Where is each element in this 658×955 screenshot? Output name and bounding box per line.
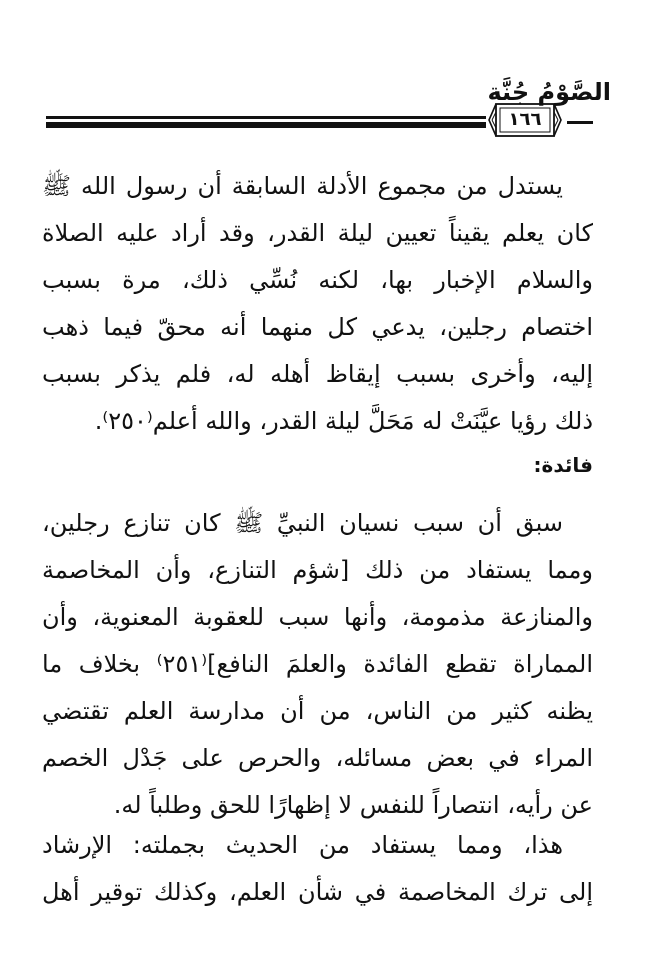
paragraph-1 xyxy=(42,163,593,445)
text-line: والسلام الإخبار بها، لكنه نُسِّي ذلك، مرة بسبب xyxy=(42,266,593,294)
text-line: هذا، ومما يستفاد من الحديث بجملته: الإرشاد xyxy=(42,831,563,859)
text-line: عن رأيه، انتصاراً للنفس لا إظهارًا للحق وطلباً له. xyxy=(113,791,593,819)
page-number-frame xyxy=(488,100,562,140)
text-line: سبق أن سبب نسيان النبيِّ ﷺ كان تنازع رجلين، xyxy=(42,509,563,537)
text-line: يظنه كثير من الناس، من أن مدارسة العلم تقتضي xyxy=(42,697,593,725)
text-line: ذلك رؤيا عيَّنَتْ له مَحَلَّ ليلة القدر، والله أعلم⁽٢٥٠⁾. xyxy=(94,407,593,435)
text-line: كان يعلم يقيناً تعيين ليلة القدر، وقد أراد عليه الصلاة xyxy=(42,219,593,247)
text-line: إلى ترك المخاصمة في شأن العلم، وكذلك توقير أهل xyxy=(42,878,593,906)
text-line: إليه، وأخرى بسبب إيقاظ أهله له، فلم يذكر بسبب xyxy=(42,360,593,388)
paragraph-3 xyxy=(42,822,593,916)
text-line: يستدل من مجموع الأدلة السابقة أن رسول الله ﷺ xyxy=(42,172,563,200)
text-line: المماراة تقطع الفائدة والعلمَ النافع]⁽٢٥١⁾ بخلاف ما xyxy=(42,650,593,678)
page-number: ١٦٦ xyxy=(508,109,542,130)
text-line: المراء في بعض مسائله، والحرص على جَدْل الخصم xyxy=(42,744,593,772)
page-header xyxy=(0,0,658,140)
header-rule-thin xyxy=(46,116,486,119)
text-line: ومما يستفاد من ذلك [شؤم التنازع، وأن المخاصمة xyxy=(42,556,593,584)
header-rule-right xyxy=(567,121,593,124)
section-heading: فائدة: xyxy=(533,453,593,477)
paragraph-2 xyxy=(42,500,593,829)
header-rule-thick xyxy=(46,122,486,128)
text-line: اختصام رجلين، يدعي كل منهما أنه محقّ فيما ذهب xyxy=(42,313,593,341)
text-line: والمنازعة مذمومة، وأنها سبب للعقوبة المعنوية، وأن xyxy=(42,603,593,631)
running-title: الصَّوْمُ جُنَّة xyxy=(487,78,611,106)
